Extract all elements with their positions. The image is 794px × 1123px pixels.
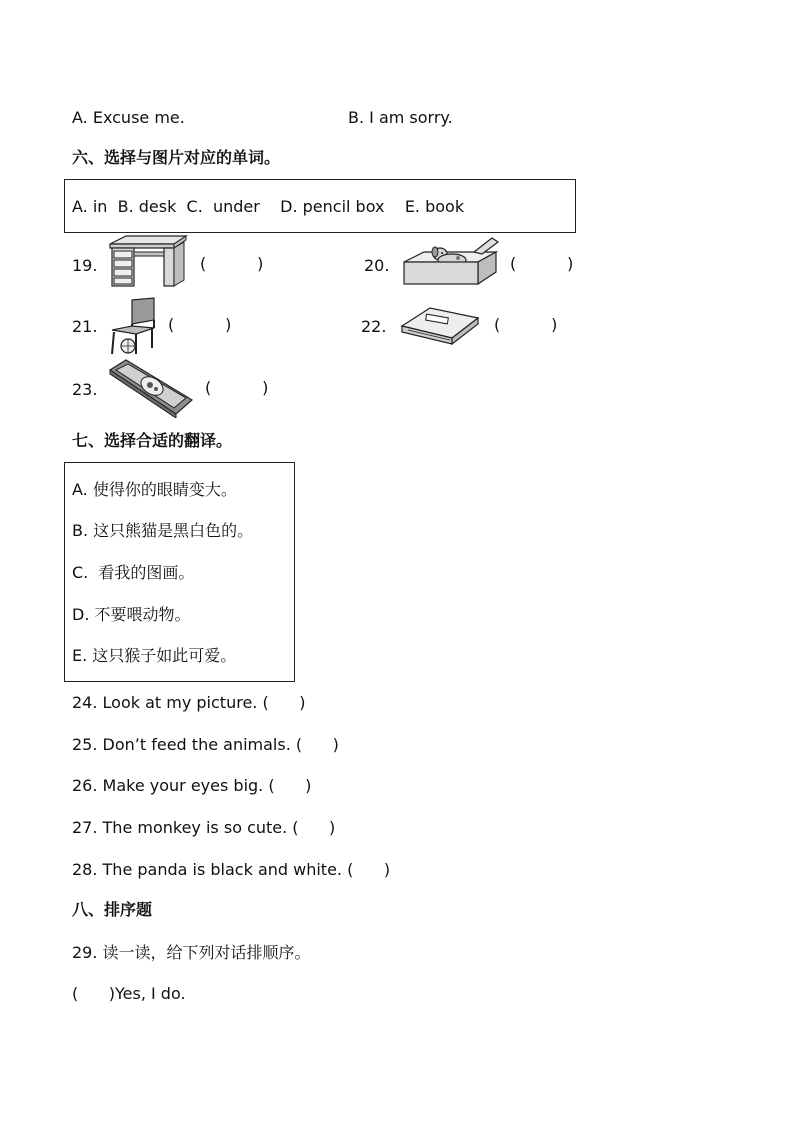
translation-option: B. 这只熊猫是黑白色的。 [72, 521, 254, 540]
item-number: 21. [72, 317, 98, 336]
question-27: 27. The monkey is so cute. ( ) [72, 818, 336, 837]
translation-option: D. 不要喂动物。 [72, 605, 191, 624]
answer-blank[interactable]: ( ) [510, 254, 574, 273]
pencil-box-icon [104, 358, 196, 418]
book-icon [398, 304, 482, 348]
option-a: A. Excuse me. [72, 108, 185, 127]
desk-icon [104, 234, 188, 290]
translation-options-box [64, 462, 295, 682]
section7-heading: 七、选择合适的翻译。 [72, 431, 233, 450]
option-b: B. I am sorry. [348, 108, 453, 127]
word-bank-box [64, 179, 576, 233]
chair-with-ball-icon [106, 296, 158, 356]
question-24: 24. Look at my picture. ( ) [72, 693, 306, 712]
item-number: 22. [361, 317, 387, 336]
dialogue-line: ( )Yes, I do. [72, 984, 186, 1003]
translation-option: C. 看我的图画。 [72, 563, 195, 582]
question-29-instruction: 29. 读一读，给下列对话排顺序。 [72, 943, 311, 962]
item-number: 20. [364, 256, 390, 275]
word-bank: A. in B. desk C. under D. pencil box E. book [72, 197, 465, 216]
translation-option: E. 这只猴子如此可爱。 [72, 646, 237, 665]
item-number: 19. [72, 256, 98, 275]
answer-blank[interactable]: ( ) [168, 315, 232, 334]
item-number: 23. [72, 380, 98, 399]
question-28: 28. The panda is black and white. ( ) [72, 860, 391, 879]
question-26: 26. Make your eyes big. ( ) [72, 776, 312, 795]
section8-heading: 八、排序题 [72, 900, 153, 919]
section6-heading: 六、选择与图片对应的单词。 [72, 148, 281, 167]
question-25: 25. Don’t feed the animals. ( ) [72, 735, 339, 754]
dog-in-box-icon [400, 234, 500, 288]
translation-option: A. 使得你的眼睛变大。 [72, 480, 237, 499]
answer-blank[interactable]: ( ) [200, 254, 264, 273]
answer-blank[interactable]: ( ) [205, 378, 269, 397]
answer-blank[interactable]: ( ) [494, 315, 558, 334]
